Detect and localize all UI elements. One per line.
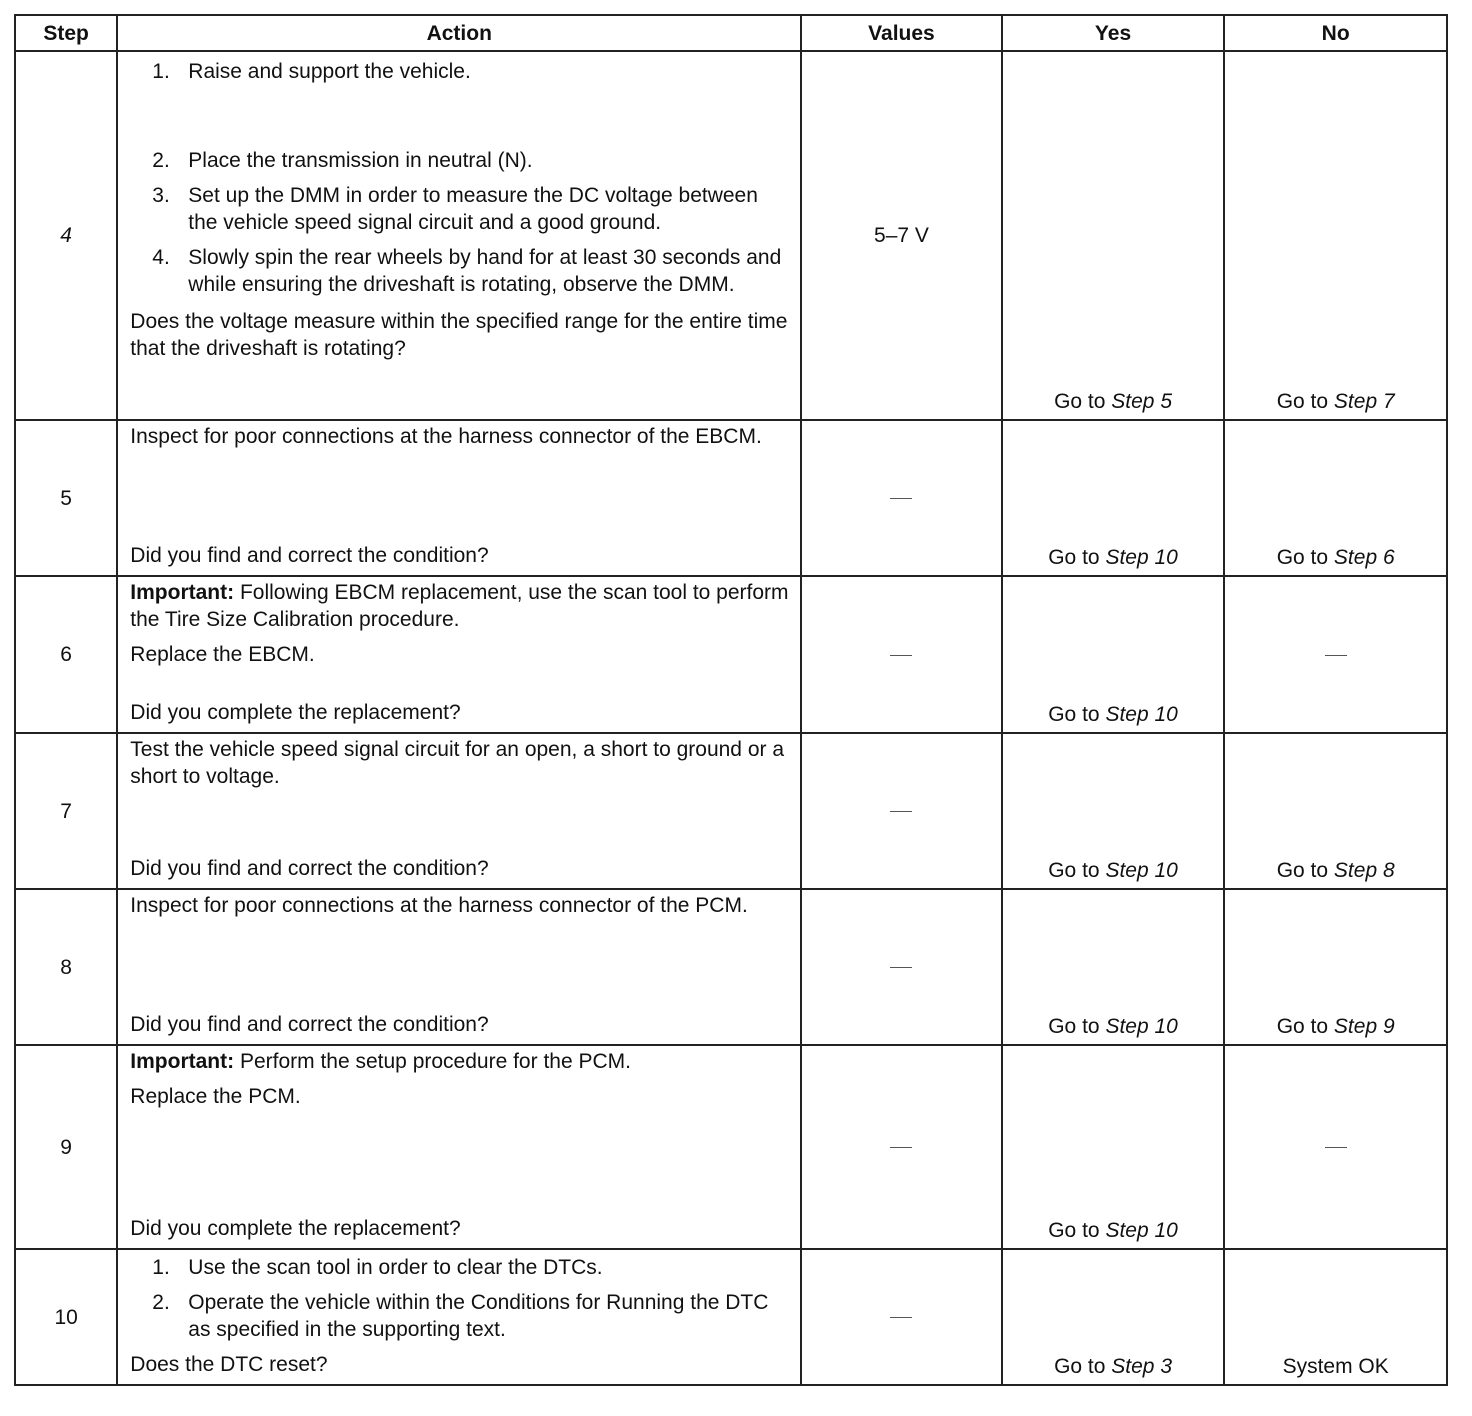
table-row-step-5 — [15, 420, 1447, 576]
list-item: 4. Slowly spin the rear wheels by hand for at least 30 seconds and while ensuring the driveshaft is rotating, observe the DMM. — [152, 246, 782, 296]
step-link[interactable]: Step 6 — [1333, 546, 1395, 569]
step-number: 4 — [15, 51, 117, 420]
table-row-step-4 — [15, 51, 1447, 420]
important-note: Important: Following EBCM replacement, use the scan tool to perform the Tire Size Calibration procedure. — [130, 581, 789, 631]
list-item: 3. Set up the DMM in order to measure the DC voltage between the vehicle speed signal circuit and a good ground. — [152, 184, 758, 234]
action-cell — [117, 576, 801, 733]
table-row-step-7 — [15, 733, 1447, 889]
table-row-step-8 — [15, 889, 1447, 1045]
step-link[interactable]: Step 10 — [1105, 546, 1178, 569]
step-number: 6 — [15, 576, 117, 733]
step-link[interactable]: Step 8 — [1333, 859, 1395, 882]
header-step: Step — [15, 15, 117, 51]
value-cell — [801, 733, 1002, 889]
yes-cell: Go to Step 3 — [1002, 1249, 1225, 1385]
action-text: Inspect for poor connections at the harness connector of the PCM. — [130, 894, 748, 917]
step-number: 7 — [15, 733, 117, 889]
action-cell — [117, 1045, 801, 1249]
action-text: Inspect for poor connections at the harness connector of the EBCM. — [130, 425, 762, 448]
empty-dash — [890, 811, 912, 812]
no-cell: Go to Step 6 — [1224, 420, 1447, 576]
empty-dash — [890, 1147, 912, 1148]
empty-dash — [1325, 1147, 1347, 1148]
action-list — [130, 1254, 790, 1343]
action-cell — [117, 420, 801, 576]
action-list — [130, 58, 790, 298]
header-action: Action — [117, 15, 801, 51]
value-cell: 5–7 V — [801, 51, 1002, 420]
value-cell — [801, 889, 1002, 1045]
yes-cell: Go to Step 10 — [1002, 889, 1225, 1045]
question-text: Does the DTC reset? — [130, 1353, 328, 1376]
step-link[interactable]: Step 10 — [1105, 859, 1178, 882]
header-values: Values — [801, 15, 1002, 51]
no-cell: Go to Step 9 — [1224, 889, 1447, 1045]
action-cell — [117, 733, 801, 889]
empty-dash — [890, 967, 912, 968]
no-cell: Go to Step 7 — [1224, 51, 1447, 420]
empty-dash — [1325, 655, 1347, 656]
yes-cell: Go to Step 10 — [1002, 420, 1225, 576]
question-text: Did you complete the replacement? — [130, 701, 461, 724]
value-cell — [801, 576, 1002, 733]
no-cell — [1224, 1045, 1447, 1249]
table-row-step-6 — [15, 576, 1447, 733]
yes-cell: Go to Step 10 — [1002, 576, 1225, 733]
no-cell — [1224, 576, 1447, 733]
step-link[interactable]: Step 10 — [1105, 703, 1178, 726]
step-link[interactable]: Step 5 — [1111, 390, 1172, 413]
value-cell — [801, 1249, 1002, 1385]
step-link[interactable]: Step 10 — [1105, 1219, 1178, 1242]
step-number: 10 — [15, 1249, 117, 1385]
step-link[interactable]: Step 9 — [1333, 1015, 1395, 1038]
list-item: 1. Raise and support the vehicle. — [152, 60, 471, 83]
question-text: Does the voltage measure within the specified range for the entire time that the driveshaft is rotating? — [130, 310, 788, 360]
value-cell — [801, 1045, 1002, 1249]
empty-dash — [890, 498, 912, 499]
step-number: 9 — [15, 1045, 117, 1249]
question-text: Did you find and correct the condition? — [130, 857, 489, 880]
value-cell — [801, 420, 1002, 576]
yes-cell: Go to Step 10 — [1002, 733, 1225, 889]
step-link[interactable]: Step 7 — [1333, 390, 1395, 413]
action-text: Test the vehicle speed signal circuit for an open, a short to ground or a short to voltage. — [130, 738, 784, 788]
yes-cell: Go to Step 10 — [1002, 1045, 1225, 1249]
list-item: 2. Operate the vehicle within the Conditions for Running the DTC as specified in the supporting text. — [152, 1291, 769, 1341]
yes-cell: Go to Step 5 — [1002, 51, 1225, 420]
no-cell: Go to Step 8 — [1224, 733, 1447, 889]
table-row-step-10 — [15, 1249, 1447, 1385]
action-cell — [117, 51, 801, 420]
step-link[interactable]: Step 3 — [1111, 1355, 1172, 1378]
question-text: Did you find and correct the condition? — [130, 1013, 489, 1036]
header-no: No — [1224, 15, 1447, 51]
action-text: Replace the EBCM. — [130, 643, 315, 666]
action-text: Replace the PCM. — [130, 1085, 301, 1108]
step-number: 5 — [15, 420, 117, 576]
action-cell — [117, 1249, 801, 1385]
table-row-step-9 — [15, 1045, 1447, 1249]
question-text: Did you find and correct the condition? — [130, 544, 489, 567]
list-item: 1. Use the scan tool in order to clear the DTCs. — [152, 1256, 603, 1279]
header-row — [15, 15, 1447, 51]
no-cell: System OK — [1224, 1249, 1447, 1385]
empty-dash — [890, 655, 912, 656]
important-note: Important: Perform the setup procedure for the PCM. — [130, 1050, 631, 1073]
step-link[interactable]: Step 10 — [1105, 1015, 1178, 1038]
action-cell — [117, 889, 801, 1045]
header-yes: Yes — [1002, 15, 1225, 51]
empty-dash — [890, 1317, 912, 1318]
question-text: Did you complete the replacement? — [130, 1217, 461, 1240]
diagnostic-table — [14, 14, 1448, 1386]
list-item: 2. Place the transmission in neutral (N). — [152, 149, 533, 172]
step-number: 8 — [15, 889, 117, 1045]
